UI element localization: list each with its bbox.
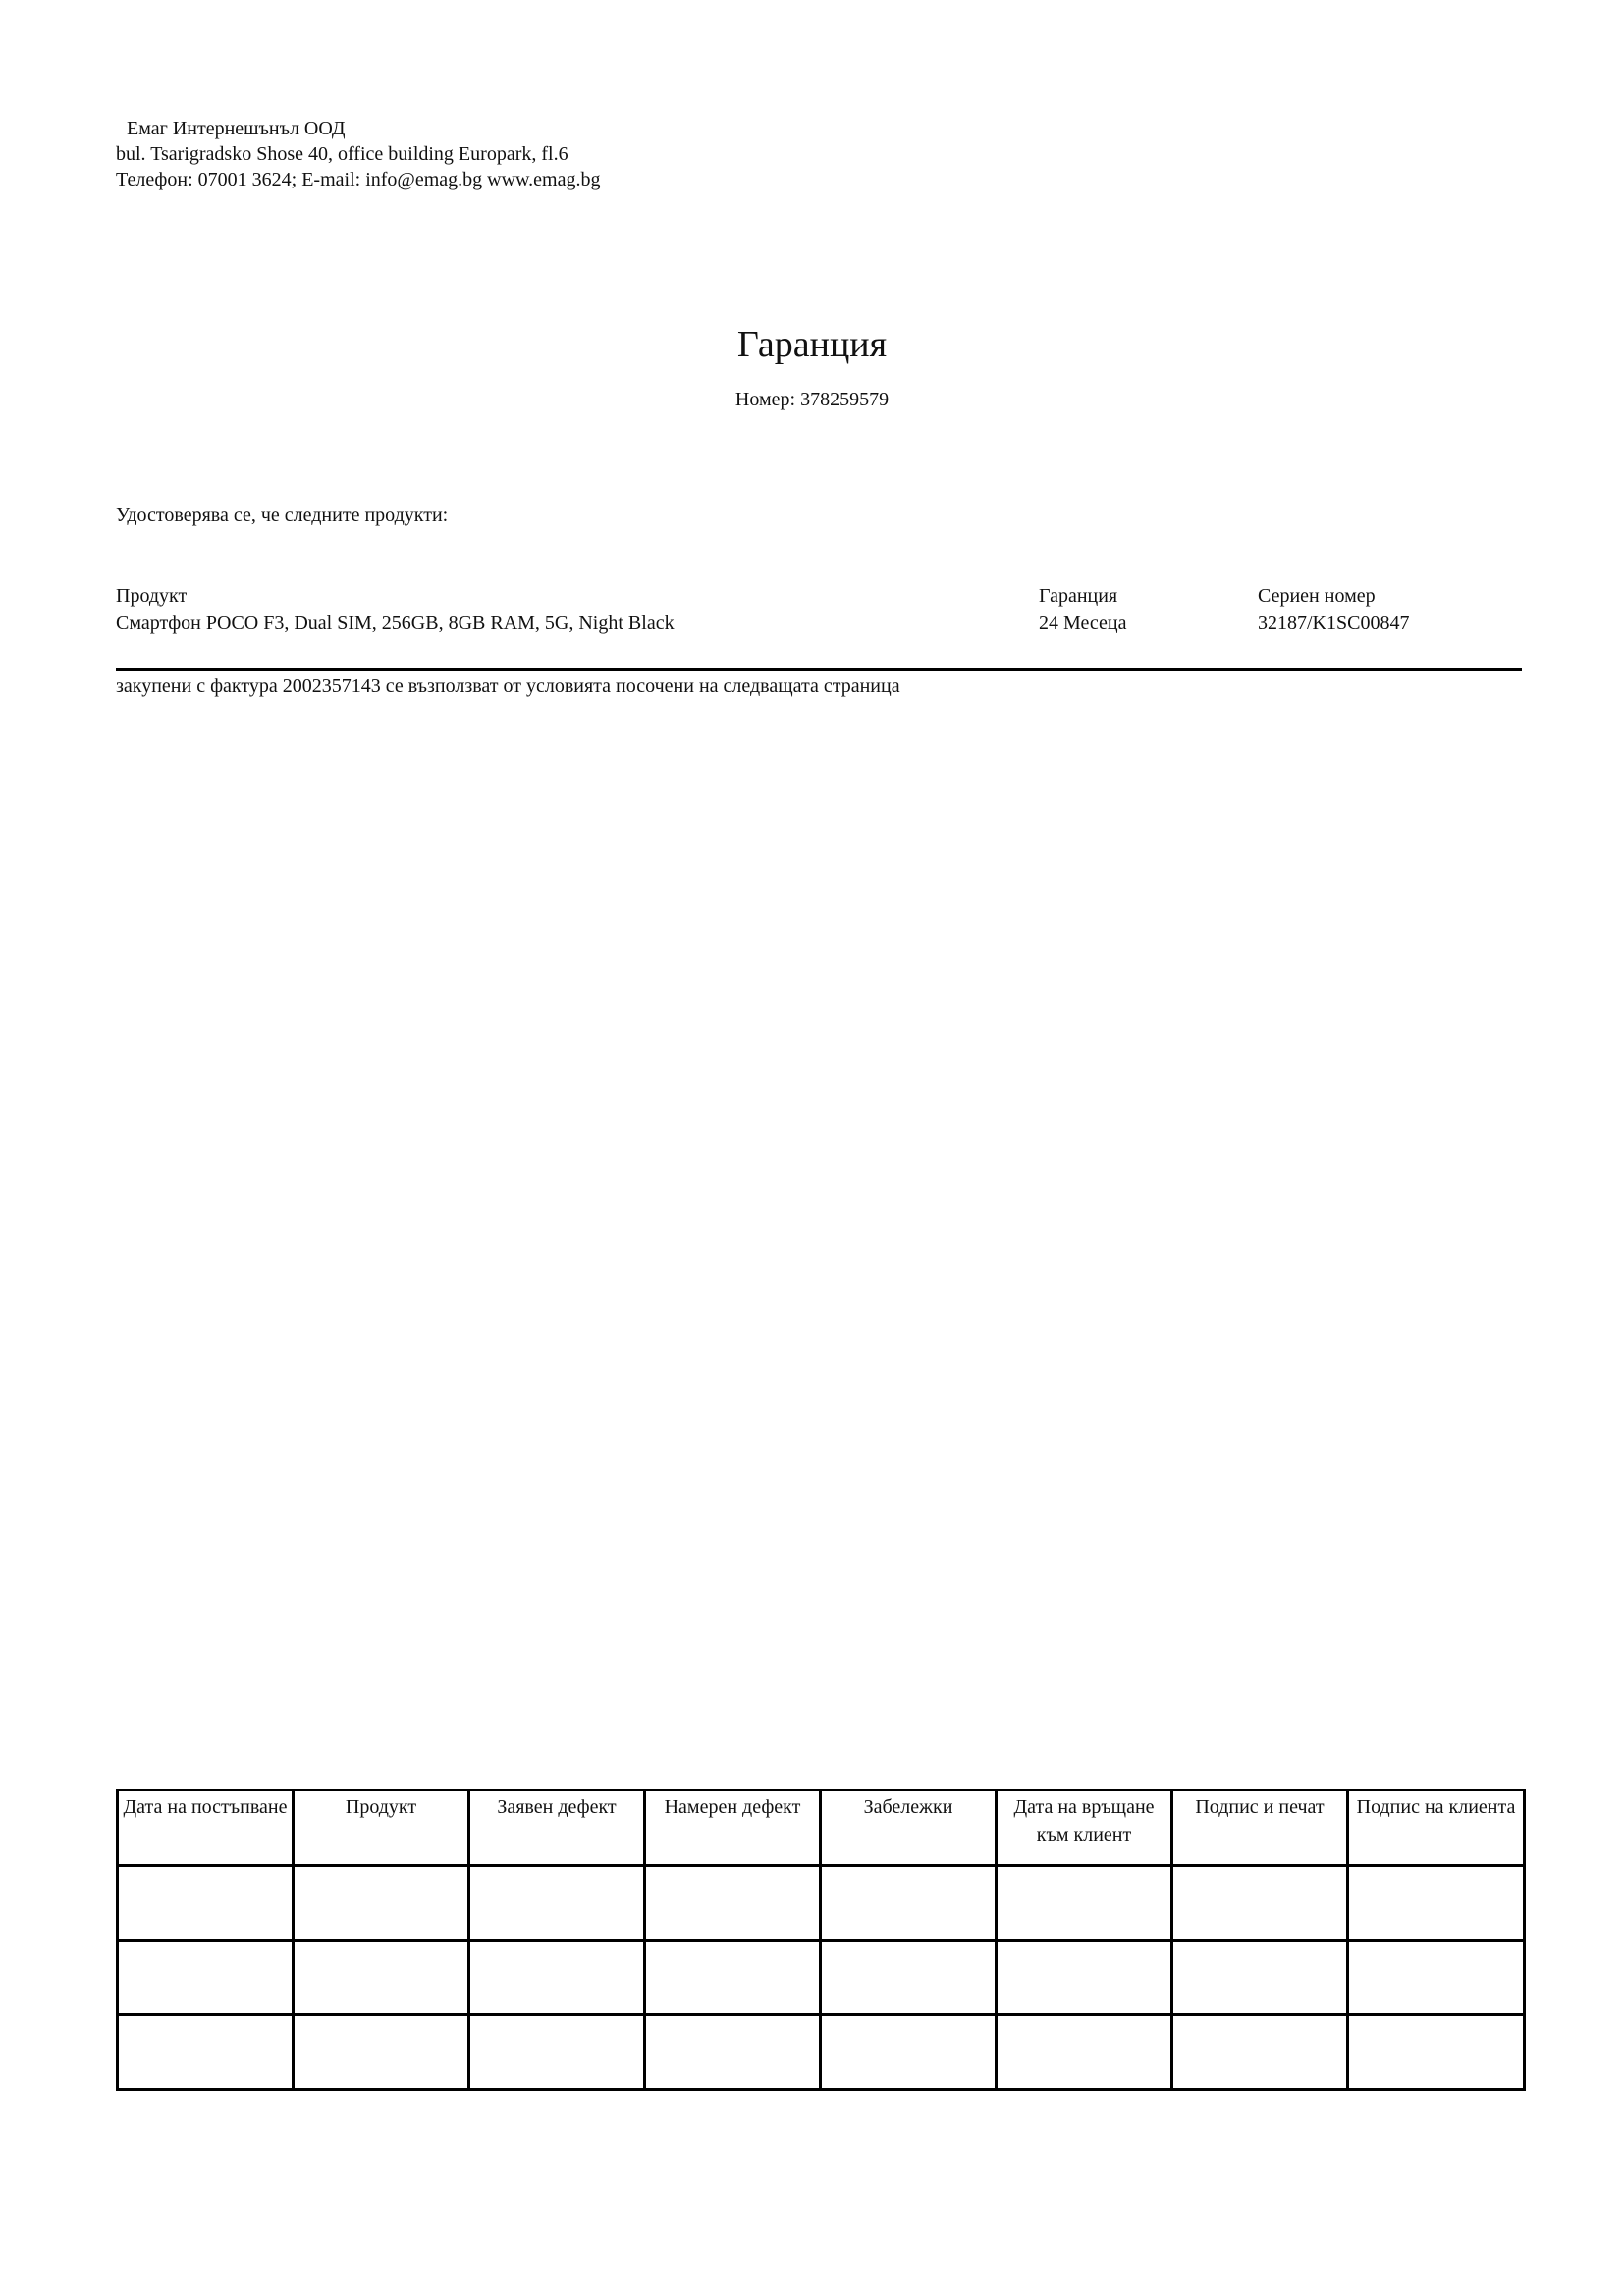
- service-header-cell: Дата на постъпване: [118, 1790, 294, 1866]
- service-header-cell: Забележки: [821, 1790, 997, 1866]
- service-cell: [1348, 2015, 1525, 2090]
- service-cell: [294, 1941, 469, 2015]
- service-cell: [645, 1941, 821, 2015]
- service-log-table: [116, 1789, 1526, 2091]
- invoice-note: закупени с фактура 2002357143 се възползват от условията посочени на следващата страница: [116, 675, 900, 697]
- service-cell: [118, 2015, 294, 2090]
- service-header-row: [118, 1790, 1525, 1866]
- service-header-cell: Продукт: [294, 1790, 469, 1866]
- service-empty-row: [118, 1866, 1525, 1941]
- intro-text: Удостоверява се, че следните продукти:: [116, 505, 449, 526]
- products-header-warranty: Гаранция: [1039, 585, 1118, 607]
- company-address: bul. Tsarigradsko Shose 40, office building Europark, fl.6: [116, 143, 568, 165]
- service-cell: [997, 2015, 1172, 2090]
- document-title: Гаранция: [736, 324, 888, 365]
- service-header-cell: Дата на връщане към клиент: [997, 1790, 1172, 1866]
- service-cell: [118, 1866, 294, 1941]
- service-cell: [997, 1866, 1172, 1941]
- service-cell: [821, 1866, 997, 1941]
- service-cell: [1172, 1866, 1348, 1941]
- service-cell: [294, 1866, 469, 1941]
- product-warranty: 24 Месеца: [1039, 613, 1127, 634]
- service-cell: [1172, 1941, 1348, 2015]
- service-cell: [118, 1941, 294, 2015]
- service-cell: [821, 2015, 997, 2090]
- document-number: Номер: 378259579: [734, 389, 890, 410]
- products-header-product: Продукт: [116, 585, 188, 607]
- service-cell: [469, 1866, 645, 1941]
- service-header-cell: Намерен дефект: [645, 1790, 821, 1866]
- service-header-cell: Подпис на клиента: [1348, 1790, 1525, 1866]
- service-header-cell: Заявен дефект: [469, 1790, 645, 1866]
- service-cell: [469, 2015, 645, 2090]
- service-header-cell: Подпис и печат: [1172, 1790, 1348, 1866]
- divider-line: [116, 668, 1522, 671]
- service-cell: [294, 2015, 469, 2090]
- service-cell: [1172, 2015, 1348, 2090]
- product-name: Смартфон POCO F3, Dual SIM, 256GB, 8GB RAM, 5G, Night Black: [116, 613, 675, 634]
- service-cell: [469, 1941, 645, 2015]
- service-cell: [645, 1866, 821, 1941]
- company-contacts: Телефон: 07001 3624; E-mail: info@emag.bg www.emag.bg: [116, 169, 601, 190]
- company-info: [116, 116, 600, 192]
- product-serial: 32187/K1SC00847: [1258, 613, 1410, 634]
- service-empty-row: [118, 1941, 1525, 2015]
- service-cell: [997, 1941, 1172, 2015]
- service-empty-row: [118, 2015, 1525, 2090]
- service-cell: [645, 2015, 821, 2090]
- service-cell: [1348, 1941, 1525, 2015]
- company-name: Емаг Интернешънъл ООД: [127, 118, 346, 139]
- service-cell: [1348, 1866, 1525, 1941]
- products-header-serial: Сериен номер: [1258, 585, 1376, 607]
- service-cell: [821, 1941, 997, 2015]
